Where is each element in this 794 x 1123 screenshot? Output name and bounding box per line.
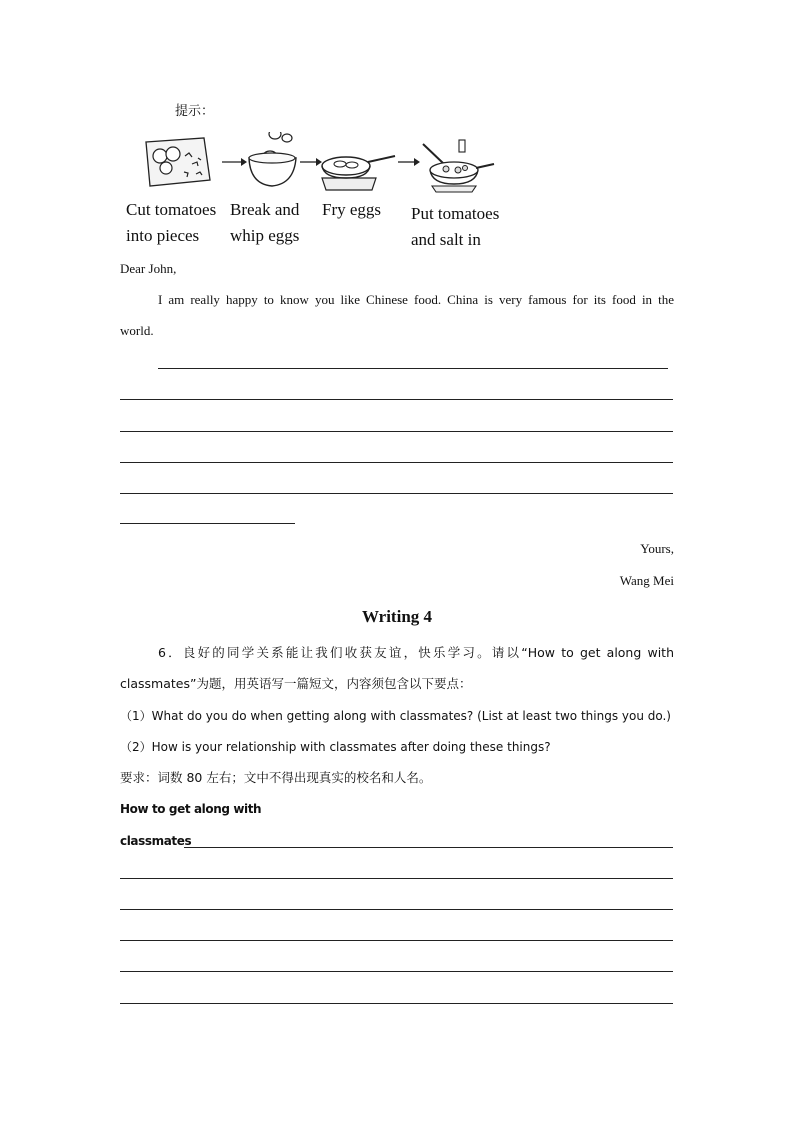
- task-requirement: 要求：词数 80 左右；文中不得出现真实的校名和人名。: [120, 770, 432, 785]
- writing-line[interactable]: [120, 878, 673, 879]
- arrow-right-icon: [398, 158, 420, 166]
- writing-line[interactable]: [120, 462, 673, 463]
- arrow-right-icon: [222, 158, 247, 166]
- wok-stir-icon: [423, 140, 494, 192]
- writing-line[interactable]: [158, 368, 668, 369]
- frying-pan-icon: [322, 156, 395, 190]
- step-caption-line: Break and: [230, 200, 300, 219]
- cooking-steps-illustration: [140, 132, 500, 194]
- letter-opening-line: I am really happy to know you like Chinese food. China is very famous for its food in the: [158, 292, 674, 307]
- letter-opening-line: world.: [120, 323, 154, 338]
- step-caption: [126, 197, 216, 249]
- egg-bowl-icon: [249, 132, 296, 186]
- step-caption: [230, 197, 299, 249]
- task-prompt-line: 6．良好的同学关系能让我们收获友谊，快乐学习。请以“How to get along with: [158, 645, 674, 660]
- step-caption-line: whip eggs: [230, 226, 300, 245]
- task-point: （2）How is your relationship with classmates after doing these things?: [120, 740, 551, 754]
- section-title: Writing 4: [361, 607, 433, 626]
- step-caption-line: Fry eggs: [322, 200, 382, 219]
- writing-line[interactable]: [120, 523, 295, 524]
- step-caption-line: into pieces: [126, 226, 200, 245]
- writing-line[interactable]: [184, 847, 673, 848]
- writing-line[interactable]: [120, 909, 673, 910]
- writing-line[interactable]: [120, 940, 673, 941]
- writing-line[interactable]: [120, 1003, 673, 1004]
- letter-signature: Wang Mei: [619, 573, 674, 588]
- task-prompt-line: classmates”为题，用英语写一篇短文，内容须包含以下要点：: [120, 676, 472, 691]
- step-caption: [322, 197, 381, 223]
- writing-line[interactable]: [120, 971, 673, 972]
- step-caption-line: Cut tomatoes: [126, 200, 217, 219]
- cutting-board-icon: [146, 138, 210, 186]
- letter-closing: Yours,: [640, 541, 674, 556]
- step-caption: [411, 201, 499, 253]
- step-caption-line: Put tomatoes: [411, 204, 500, 223]
- letter-salutation: Dear John,: [120, 261, 177, 276]
- writing-line[interactable]: [120, 493, 673, 494]
- writing-line[interactable]: [120, 399, 673, 400]
- task-point: （1）What do you do when getting along with classmates? (List at least two things you do.): [120, 709, 671, 723]
- essay-title: How to get along with: [120, 802, 262, 816]
- essay-title: classmates: [120, 834, 192, 848]
- writing-line[interactable]: [120, 431, 673, 432]
- step-caption-line: and salt in: [411, 230, 481, 249]
- arrow-right-icon: [300, 158, 322, 166]
- hint-label: 提示：: [175, 104, 215, 119]
